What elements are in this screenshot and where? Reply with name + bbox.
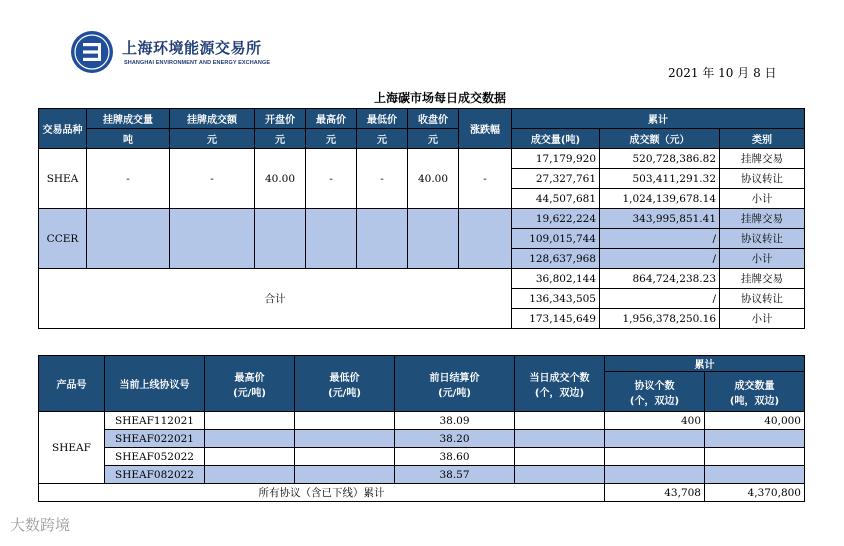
unit-close: 元	[408, 129, 459, 149]
ccer-empty-cell	[255, 209, 306, 269]
unit-low: 元	[357, 129, 408, 149]
settle-3: 38.57	[395, 466, 515, 484]
col2-cum-qty-unit: (吨，双边)	[729, 395, 780, 407]
col2-settle-label: 前日结算价	[429, 372, 480, 384]
col2-high-label: 最高价	[234, 372, 265, 384]
table2-total-count: 43,708	[605, 484, 705, 502]
contract-1: SHEAF022021	[105, 430, 205, 448]
empty-cell	[515, 448, 605, 466]
total-cat-0: 挂牌交易	[720, 269, 805, 289]
shea-listed-amt: -	[170, 149, 255, 209]
col-listed-amt: 挂牌成交额	[170, 109, 255, 129]
ccer-empty-cell	[306, 209, 357, 269]
table-row	[39, 466, 805, 484]
ccer-empty-cell	[357, 209, 408, 269]
ccer-name: CCER	[39, 209, 87, 269]
total-amt-2: 1,956,378,250.16	[600, 309, 720, 329]
col2-product: 产品号	[39, 356, 105, 412]
table-row	[39, 484, 805, 502]
settle-1: 38.20	[395, 430, 515, 448]
org-name-en: SHANGHAI ENVIRONMENT AND ENERGY EXCHANGE	[124, 60, 271, 66]
col2-low	[295, 356, 395, 412]
total-label: 合计	[39, 269, 512, 329]
empty-cell	[515, 466, 605, 484]
settle-2: 38.60	[395, 448, 515, 466]
col2-cum-count-label: 协议个数	[634, 380, 675, 392]
shea-cat-2: 小计	[720, 189, 805, 209]
ccer-cat-1: 协议转让	[720, 229, 805, 249]
col2-low-label: 最低价	[329, 372, 360, 384]
col-change: 涨跌幅	[459, 109, 512, 149]
col2-day-count-label: 当日成交个数	[529, 372, 590, 384]
unit-listed-vol: 吨	[87, 129, 170, 149]
col-close: 收盘价	[408, 109, 459, 129]
empty-cell	[295, 448, 395, 466]
table-row	[39, 149, 805, 169]
col-low: 最低价	[357, 109, 408, 129]
col2-cumulative: 累计	[605, 356, 805, 372]
col-category: 类别	[720, 129, 805, 149]
cum-count-2	[605, 448, 705, 466]
ccer-empty-cell	[87, 209, 170, 269]
col2-high-unit: (元/吨)	[233, 387, 266, 399]
total-amt-0: 864,724,238.23	[600, 269, 720, 289]
table-row	[39, 209, 805, 229]
ccer-vol-1: 109,015,744	[512, 229, 600, 249]
ccer-amt-2: /	[600, 249, 720, 269]
contract-3: SHEAF082022	[105, 466, 205, 484]
unit-listed-amt: 元	[170, 129, 255, 149]
col-cum-amt: 成交额（元）	[600, 129, 720, 149]
col2-settle-unit: (元/吨)	[438, 387, 471, 399]
org-name-cn: 上海环境能源交易所	[122, 39, 262, 57]
empty-cell	[515, 430, 605, 448]
ccer-cat-0: 挂牌交易	[720, 209, 805, 229]
exchange-logo-icon	[70, 30, 114, 74]
contract-0: SHEAF112021	[105, 412, 205, 430]
cum-count-1	[605, 430, 705, 448]
col-listed-vol: 挂牌成交量	[87, 109, 170, 129]
cum-qty-3	[705, 466, 805, 484]
empty-cell	[205, 430, 295, 448]
col2-settle	[395, 356, 515, 412]
ccer-vol-0: 19,622,224	[512, 209, 600, 229]
col2-high	[205, 356, 295, 412]
table-row	[39, 430, 805, 448]
ccer-cat-2: 小计	[720, 249, 805, 269]
unit-high: 元	[306, 129, 357, 149]
empty-cell	[205, 466, 295, 484]
col2-cum-count-unit: (个，双边)	[629, 395, 680, 407]
shea-cat-1: 协议转让	[720, 169, 805, 189]
shea-name: SHEA	[39, 149, 87, 209]
cum-count-3	[605, 466, 705, 484]
shea-amt-0: 520,728,386.82	[600, 149, 720, 169]
shea-close: 40.00	[408, 149, 459, 209]
empty-cell	[295, 412, 395, 430]
ccer-amt-1: /	[600, 229, 720, 249]
report-date: 2021 年 10 月 8 日	[668, 66, 777, 80]
total-vol-1: 136,343,505	[512, 289, 600, 309]
futures-contract-table	[38, 355, 805, 502]
shea-vol-2: 44,507,681	[512, 189, 600, 209]
cum-count-0: 400	[605, 412, 705, 430]
col-cum-vol: 成交量(吨)	[512, 129, 600, 149]
col2-cum-qty-label: 成交数量	[734, 380, 775, 392]
col2-cum-qty	[705, 372, 805, 412]
shea-listed-vol: -	[87, 149, 170, 209]
empty-cell	[205, 448, 295, 466]
shea-open: 40.00	[255, 149, 306, 209]
shea-amt-1: 503,411,291.32	[600, 169, 720, 189]
shea-low: -	[357, 149, 408, 209]
shea-amt-2: 1,024,139,678.14	[600, 189, 720, 209]
table2-total-label: 所有协议（含已下线）累计	[39, 484, 605, 502]
col-cumulative: 累计	[512, 109, 805, 129]
shea-vol-0: 17,179,920	[512, 149, 600, 169]
cum-qty-0: 40,000	[705, 412, 805, 430]
col2-low-unit: (元/吨)	[328, 387, 361, 399]
total-amt-1: /	[600, 289, 720, 309]
empty-cell	[515, 412, 605, 430]
daily-trading-table	[38, 108, 805, 329]
shea-cat-0: 挂牌交易	[720, 149, 805, 169]
shea-vol-1: 27,327,761	[512, 169, 600, 189]
watermark: 大数跨境	[10, 516, 71, 534]
total-cat-2: 小计	[720, 309, 805, 329]
total-cat-1: 协议转让	[720, 289, 805, 309]
col2-contract: 当前上线协议号	[105, 356, 205, 412]
empty-cell	[295, 466, 395, 484]
unit-open: 元	[255, 129, 306, 149]
settle-0: 38.09	[395, 412, 515, 430]
col2-day-count-unit: (个，双边)	[534, 387, 585, 399]
col2-cum-count	[605, 372, 705, 412]
empty-cell	[205, 412, 295, 430]
cum-qty-2	[705, 448, 805, 466]
contract-2: SHEAF052022	[105, 448, 205, 466]
cum-qty-1	[705, 430, 805, 448]
ccer-vol-2: 128,637,968	[512, 249, 600, 269]
report-title: 上海碳市场每日成交数据	[373, 91, 506, 105]
empty-cell	[295, 430, 395, 448]
total-vol-2: 173,145,649	[512, 309, 600, 329]
table-row	[39, 269, 805, 289]
table-row	[39, 412, 805, 430]
ccer-empty-cell	[459, 209, 512, 269]
total-vol-0: 36,802,144	[512, 269, 600, 289]
col-open: 开盘价	[255, 109, 306, 129]
sheaf-product: SHEAF	[39, 412, 105, 484]
ccer-amt-0: 343,995,851.41	[600, 209, 720, 229]
col2-day-count	[515, 356, 605, 412]
ccer-empty-cell	[408, 209, 459, 269]
shea-high: -	[306, 149, 357, 209]
table2-total-qty: 4,370,800	[705, 484, 805, 502]
table-row	[39, 448, 805, 466]
shea-change: -	[459, 149, 512, 209]
ccer-empty-cell	[170, 209, 255, 269]
col-high: 最高价	[306, 109, 357, 129]
col-product: 交易品种	[39, 109, 87, 149]
